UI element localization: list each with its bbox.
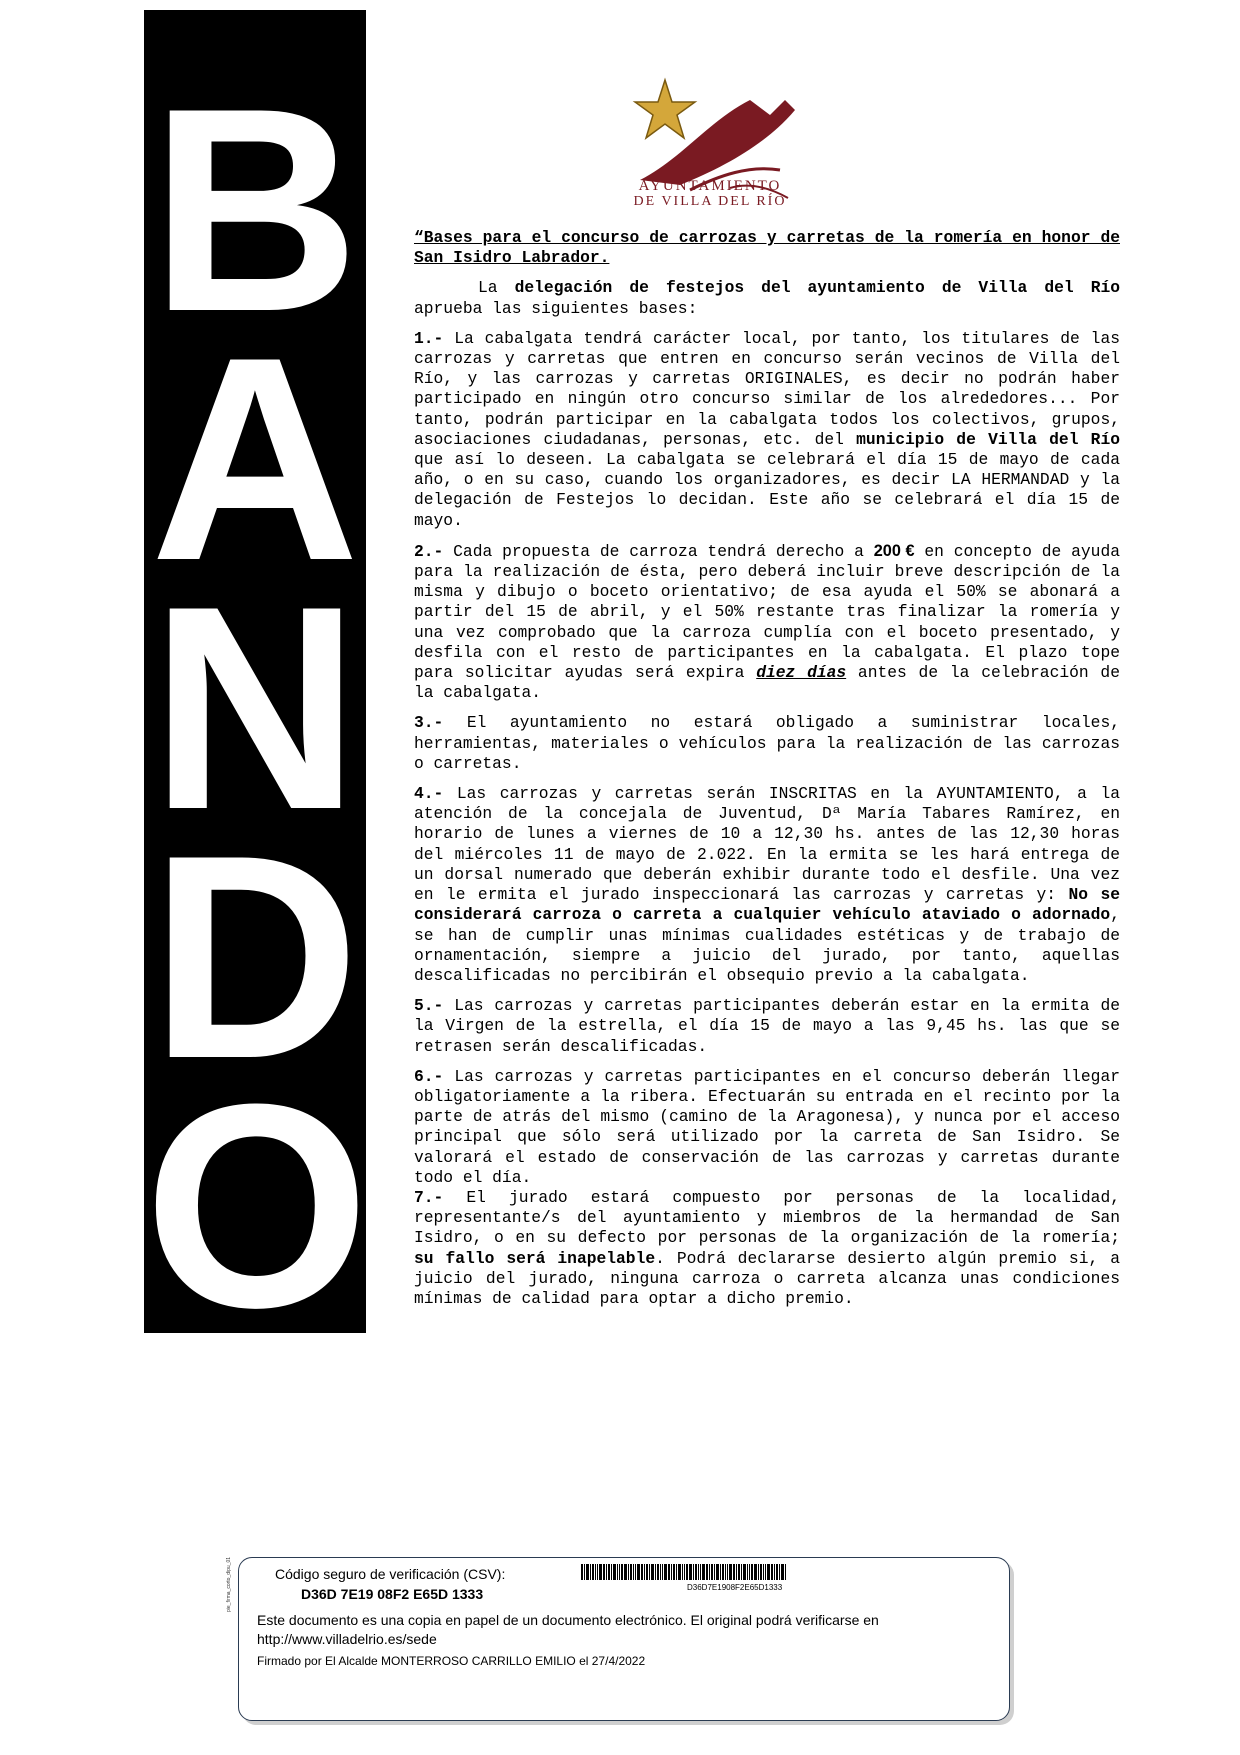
sidebar-letter-n: N: [150, 546, 360, 870]
bando-sidebar: [144, 10, 370, 1368]
intro-paragraph: La delegación de festejos del ayuntamiento de Villa del Río aprueba las siguientes bases:: [414, 278, 1121, 318]
verification-box: [238, 1557, 1010, 1721]
logo-text-line1: AYUNTAMIENTO: [638, 178, 782, 194]
csv-code: D36D 7E19 08F2 E65D 1333: [301, 1586, 484, 1602]
sidebar-letter-a: A: [150, 297, 360, 621]
base-6: 6.- Las carrozas y carretas participantes en el concurso deberán llegar obligatoriamente a la ribera. Efectuarán su entrada en el recinto por la parte de atrás del mismo (camino de la Aragonesa), y nunca por el acceso principal que sólo será utilizado por la carreta de San Isidro. Se valorará el estado de conservación de las carrozas y carretas durante todo el día.: [414, 1066, 1120, 1187]
logo-text-line2: DE VILLA DEL RÍO: [633, 194, 787, 209]
sidebar-letter-o: O: [144, 1044, 370, 1368]
verification-url[interactable]: http://www.villadelrio.es/sede: [257, 1631, 437, 1647]
signature-side-code: pie_firma_corto_dipu_01: [226, 1556, 232, 1612]
document-title: “Bases para el concurso de carrozas y carretas de la romería en honor de San Isidro Labrador.: [414, 228, 1120, 268]
copy-notice: Este documento es una copia en papel de un documento electrónico. El original podrá verificarse en: [257, 1612, 879, 1628]
barcode-icon: [581, 1564, 787, 1580]
sidebar-letter-b: B: [150, 48, 360, 372]
sidebar-letter-d: D: [150, 795, 360, 1119]
signed-by: Firmado por El Alcalde MONTERROSO CARRILLO EMILIO el 27/4/2022: [257, 1654, 646, 1668]
csv-label: Código seguro de verificación (CSV):: [275, 1566, 506, 1582]
base-4: 4.- Las carrozas y carretas serán INSCRITAS en la AYUNTAMIENTO, a la atención de la concejala de Juventud, Dª María Tabares Ramírez, en horario de lunes a viernes de 10 a 12,30 hs. antes de las 12,30 horas del miércoles 11 de mayo de 2.022. En la ermita se les hará entrega de un dorsal numerado que deberán exhibir durante todo el desfile. Una vez en le ermita el jurado inspeccionará las carrozas y carretas y: No se considerará carroza o carreta a cualquier vehículo ataviado o adornado, se han de cumplir unas mínimas cualidades estéticas y de trabajo de ornamentación, siempre a juicio del jurado, por tanto, aquellas descalificadas no percibirán el obsequio previo a la cabalgata.: [414, 784, 1120, 985]
base-2: 2.- Cada propuesta de carroza tendrá derecho a 200 € en concepto de ayuda para la realización de ésta, pero deberá incluir breve descripción de la misma y dibujo o boceto orientativo; de esa ayuda el 50% se abonará a partir del 15 de abril, y el 50% restante tras finalizar la romería y una vez comprobado que la carroza cumplía con el boceto presentado, y desfila con el resto de participantes en la cabalgata. El plazo tope para solicitar ayudas será expira diez días antes de la celebración de la cabalgata.: [414, 541, 1120, 703]
document-body: [414, 228, 1120, 1319]
base-7: 7.- El jurado estará compuesto por personas de la localidad, representante/s del ayuntamiento y miembros de la hermandad de San Isidro, o en su defecto por personas de la organización de la romería; su fallo será inapelable. Podrá declararse desierto algún premio si, a juicio del jurado, ninguna carroza o carreta alcanza unas condiciones mínimas de calidad para optar a dicho premio.: [414, 1187, 1120, 1308]
base-1: 1.- La cabalgata tendrá carácter local, por tanto, los titulares de las carrozas y carretas que entren en concurso serán vecinos de Villa del Río, y las carrozas y carretas ORIGINALES, es decir no podrán haber participado en ningún otro concurso similar de los alrededores... Por tanto, podrán participar en la cabalgata todos los colectivos, grupos, asociaciones ciudadanas, personas, etc. del municipio de Villa del Río que así lo deseen. La cabalgata se celebrará el día 15 de mayo de cada año, o en su caso, cuando los organizadores, es decir LA HERMANDAD y la delegación de Festejos lo decidan. Este año se celebrará el día 15 de mayo.: [414, 328, 1120, 530]
base-3: 3.- El ayuntamiento no estará obligado a suministrar locales, herramientas, materiales o vehículos para la realización de las carrozas o carretas.: [414, 713, 1120, 773]
base-5: 5.- Las carrozas y carretas participantes deberán estar en la ermita de la Virgen de la estrella, el día 15 de mayo a las 9,45 hs. las que se retrasen serán descalificadas.: [414, 996, 1120, 1056]
barcode-text: D36D7E1908F2E65D1333: [687, 1583, 783, 1592]
